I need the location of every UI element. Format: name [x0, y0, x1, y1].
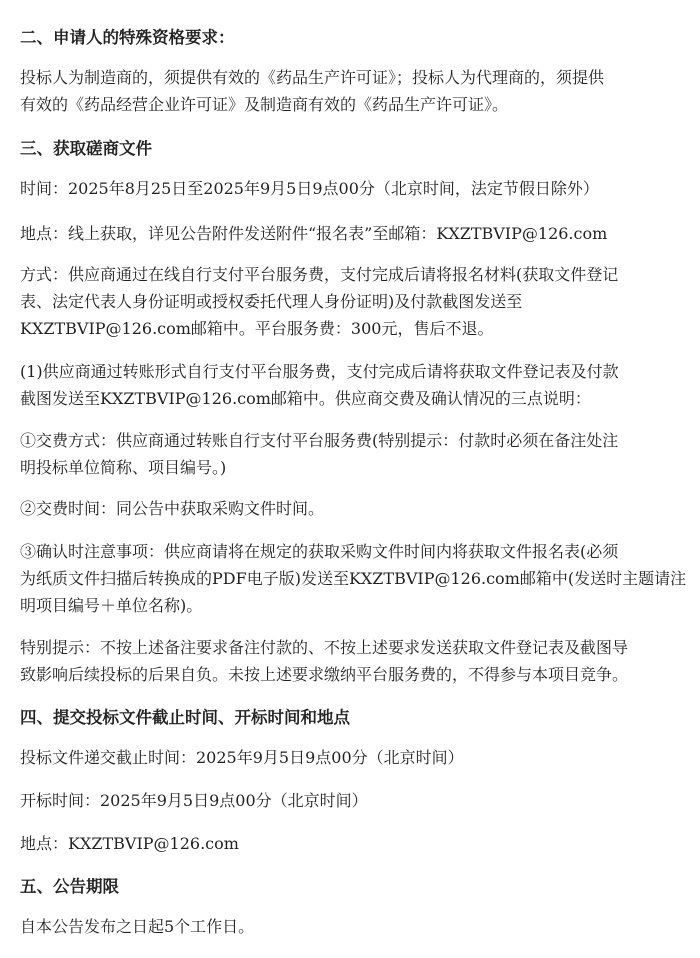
section-heading-bid-deadline: 四、提交投标文件截止时间、开标时间和地点	[20, 708, 350, 727]
paragraph-line: 致影响后续投标的后果自负。未按上述要求缴纳平台服务费的，不得参与本项目竞争。	[20, 665, 629, 684]
paragraph-line: ③确认时注意事项：供应商请将在规定的获取采购文件时间内将获取文件报名表(必须	[20, 542, 619, 561]
paragraph-line: 投标人为制造商的，须提供有效的《药品生产许可证》；投标人为代理商的，须提供	[20, 68, 605, 87]
paragraph-line: 方式：供应商通过在线自行支付平台服务费，支付完成后请将报名材料(获取文件登记	[20, 265, 619, 284]
paragraph-line: 特别提示：不按上述备注要求备注付款的、不按上述要求发送获取文件登记表及截图导	[20, 638, 629, 657]
paragraph-line: 表、法定代表人身份证明或授权委托代理人身份证明)及付款截图发送至	[20, 292, 523, 311]
bid-place: 地点：KXZTBVIP@126.com	[20, 834, 239, 853]
bid-opening-time: 开标时间：2025年9月5日9点00分（北京时间）	[20, 791, 368, 810]
paragraph-line: 明项目编号＋单位名称)。	[20, 596, 203, 615]
section-heading-obtain-documents: 三、获取磋商文件	[20, 139, 152, 158]
paragraph-line: 截图发送至KXZTBVIP@126.com邮箱中。供应商交费及确认情况的三点说明：	[20, 389, 591, 408]
paragraph-line: 为纸质文件扫描后转换成的PDF电子版)发送至KXZTBVIP@126.com邮箱中(发送时主题请注	[20, 569, 687, 588]
paragraph-line: ②交费时间：同公告中获取采购文件时间。	[20, 499, 325, 518]
obtain-time: 时间：2025年8月25日至2025年9月5日9点00分（北京时间，法定节假日除外）	[20, 179, 599, 198]
paragraph-line: KXZTBVIP@126.com邮箱中。平台服务费：300元，售后不退。	[20, 319, 494, 338]
notice-period-text: 自本公告发布之日起5个工作日。	[20, 917, 255, 936]
section-heading-notice-period: 五、公告期限	[20, 877, 119, 896]
paragraph-line: 明投标单位简称、项目编号。)	[20, 458, 227, 477]
obtain-place: 地点：线上获取，详见公告附件发送附件“报名表”至邮箱：KXZTBVIP@126.com	[20, 224, 608, 243]
paragraph-line: ①交费方式：供应商通过转账自行支付平台服务费(特别提示：付款时必须在备注处注	[20, 431, 619, 450]
section-heading-qualification: 二、申请人的特殊资格要求：	[20, 28, 235, 47]
paragraph-line: (1)供应商通过转账形式自行支付平台服务费，支付完成后请将获取文件登记表及付款	[20, 362, 619, 381]
paragraph-line: 有效的《药品经营企业许可证》及制造商有效的《药品生产许可证》。	[20, 95, 509, 114]
bid-deadline: 投标文件递交截止时间：2025年9月5日9点00分（北京时间）	[20, 748, 464, 767]
